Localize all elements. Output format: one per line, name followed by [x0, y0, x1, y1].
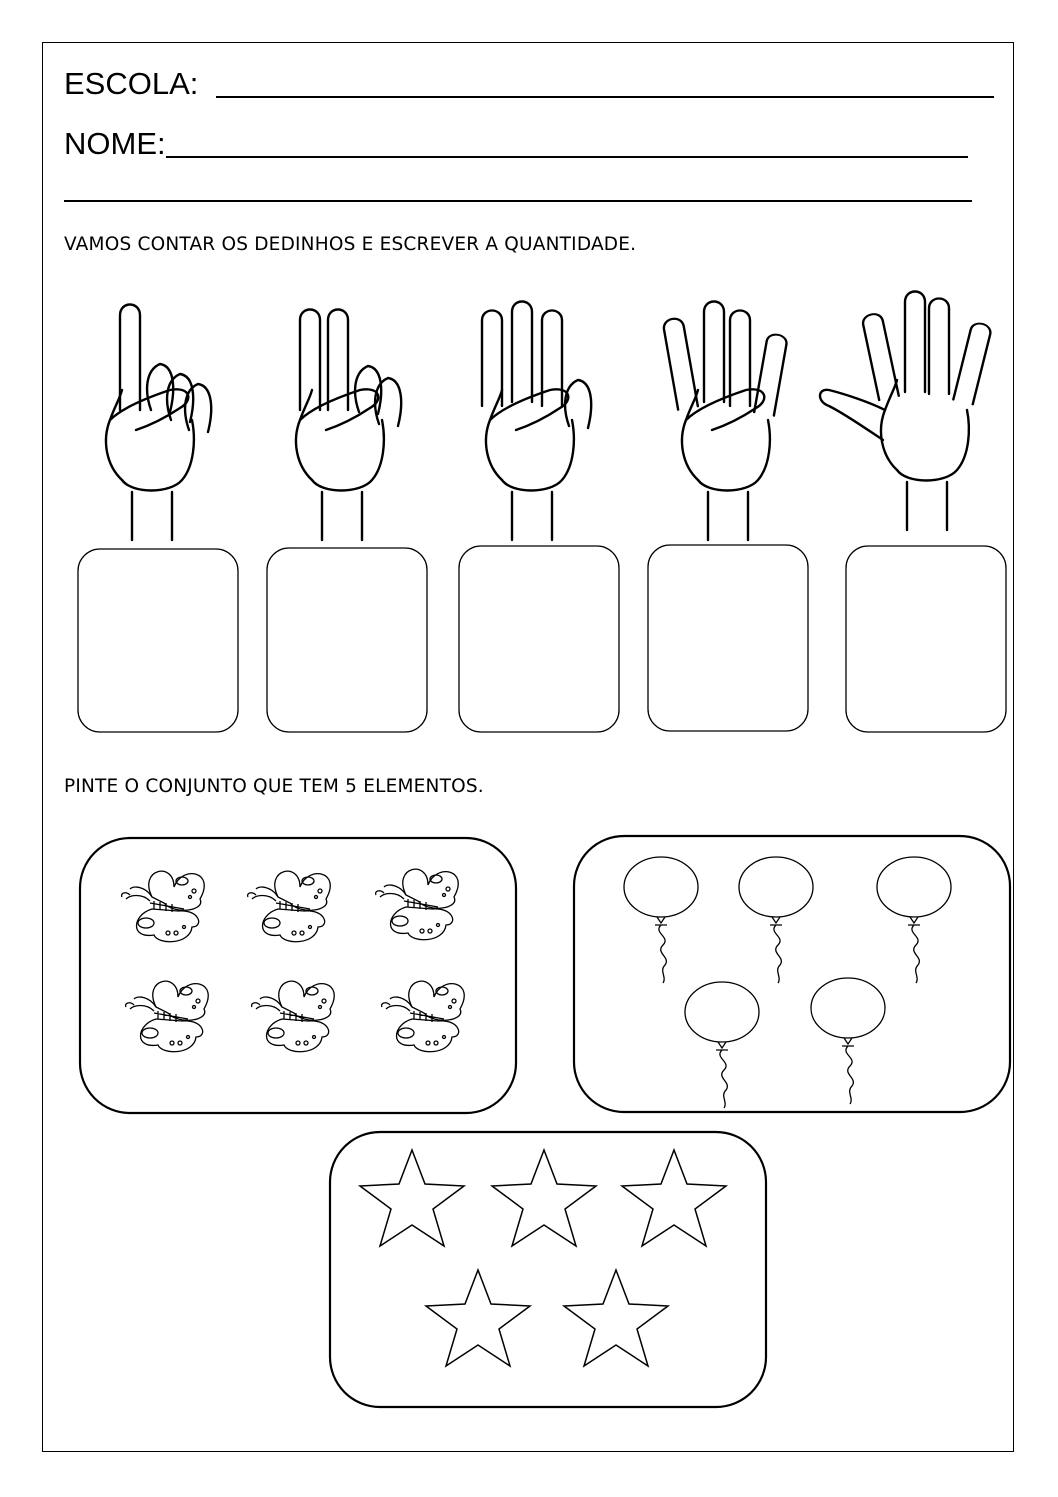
- butterfly-icon: [122, 871, 205, 942]
- counting-instruction: VAMOS CONTAR OS DEDINHOS E ESCREVER A QUANTIDADE.: [64, 234, 637, 255]
- sets-instruction: PINTE O CONJUNTO QUE TEM 5 ELEMENTOS.: [64, 776, 484, 797]
- balloon-icon: [685, 982, 759, 1108]
- balloon-icon: [739, 857, 813, 983]
- answer-box: [846, 546, 1006, 732]
- balloon-set-box: [574, 836, 1010, 1112]
- star-icon: [622, 1150, 726, 1246]
- butterfly-set-box: [80, 838, 516, 1113]
- butterfly-icon: [376, 869, 459, 940]
- balloon-icon: [811, 978, 885, 1104]
- star-set-box: [330, 1132, 766, 1407]
- hand-two-fingers-icon: [296, 310, 401, 541]
- answer-box: [459, 546, 619, 732]
- hand-four-fingers-icon: [662, 302, 787, 541]
- hand-one-finger-icon: [106, 304, 211, 540]
- school-label: ESCOLA:: [64, 66, 199, 101]
- hand-three-fingers-icon: [482, 302, 591, 541]
- star-icon: [360, 1150, 464, 1246]
- butterfly-icon: [252, 981, 335, 1052]
- answer-box: [267, 548, 427, 732]
- star-icon: [492, 1150, 596, 1246]
- butterfly-icon: [382, 981, 465, 1052]
- star-icon: [426, 1270, 530, 1366]
- answer-box: [78, 549, 238, 732]
- butterfly-icon: [126, 981, 209, 1052]
- balloon-icon: [877, 857, 951, 983]
- hand-five-fingers-icon: [820, 292, 992, 531]
- name-label: NOME:: [64, 126, 166, 161]
- balloon-icon: [624, 857, 698, 983]
- star-icon: [564, 1270, 668, 1366]
- answer-box: [648, 545, 808, 731]
- butterfly-icon: [248, 871, 331, 942]
